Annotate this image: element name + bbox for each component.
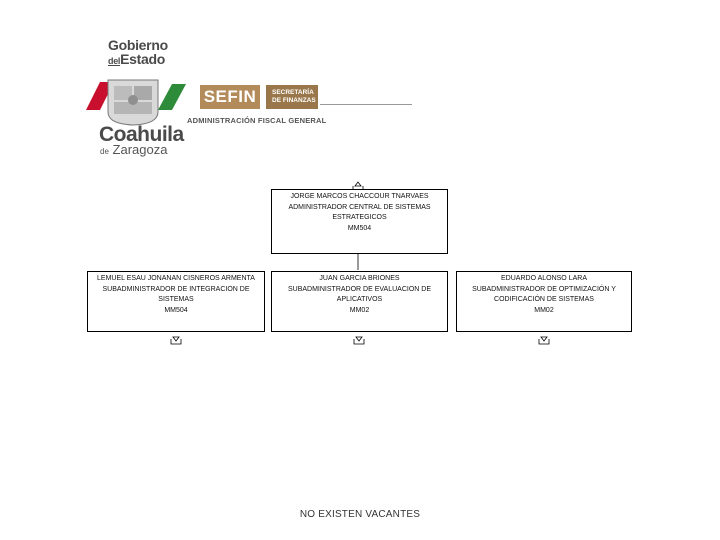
- gobierno-label: Gobierno: [108, 37, 168, 53]
- zaragoza-prefix: de: [100, 147, 109, 156]
- node-level: MM504: [347, 224, 372, 232]
- org-node-child-3: [456, 271, 632, 332]
- node-level: MM02: [349, 306, 370, 314]
- estado-label: Estado: [120, 51, 165, 67]
- coahuila-label: Coahuila: [99, 123, 184, 146]
- org-node-child-2: [271, 271, 448, 332]
- node-name: EDUARDO ALONSO LARA: [501, 275, 587, 282]
- vacantes-note: NO EXISTEN VACANTES: [299, 509, 421, 520]
- node-title-line2: ESTRATEGICOS: [332, 214, 387, 221]
- sefin-label: SEFIN: [200, 85, 260, 109]
- org-node-child-1: [87, 271, 265, 332]
- expand-down-icon-3: [539, 337, 549, 344]
- node-level: MM02: [534, 306, 554, 314]
- secretaria-line1: SECRETARÍA: [272, 89, 314, 96]
- expand-down-icon-1: [171, 337, 181, 344]
- node-title-line1: SUBADMINISTRADOR DE INTEGRACION DE: [102, 285, 250, 293]
- administracion-fiscal-label: ADMINISTRACIÓN FISCAL GENERAL: [187, 116, 327, 125]
- node-level: MM504: [164, 306, 188, 314]
- expand-down-icon-2: [354, 337, 364, 344]
- zaragoza-word: Zaragoza: [112, 142, 168, 157]
- node-name: LEMUEL ESAU JONANAN CISNEROS ARMENTA: [97, 275, 255, 282]
- del-label: del: [108, 56, 121, 66]
- node-title-line2: SISTEMAS: [158, 296, 194, 303]
- node-name: JORGE MARCOS CHACCOUR TNARVAES: [290, 193, 429, 200]
- secretaria-line2: DE FINANZAS: [272, 97, 316, 104]
- org-node-root: [271, 189, 448, 254]
- node-title-line1: SUBADMINISTRADOR DE OPTIMIZACIÓN Y: [472, 285, 616, 293]
- node-name: JUAN GARCIA BRIONES: [319, 275, 400, 282]
- node-title-line1: SUBADMINISTRADOR DE EVALUACION DE: [287, 285, 431, 293]
- node-title-line2: APLICATIVOS: [336, 296, 383, 303]
- node-title-line1: ADMINISTRADOR CENTRAL DE SISTEMAS: [288, 203, 431, 211]
- node-title-line2: CODIFICACIÓN DE SISTEMAS: [494, 296, 594, 303]
